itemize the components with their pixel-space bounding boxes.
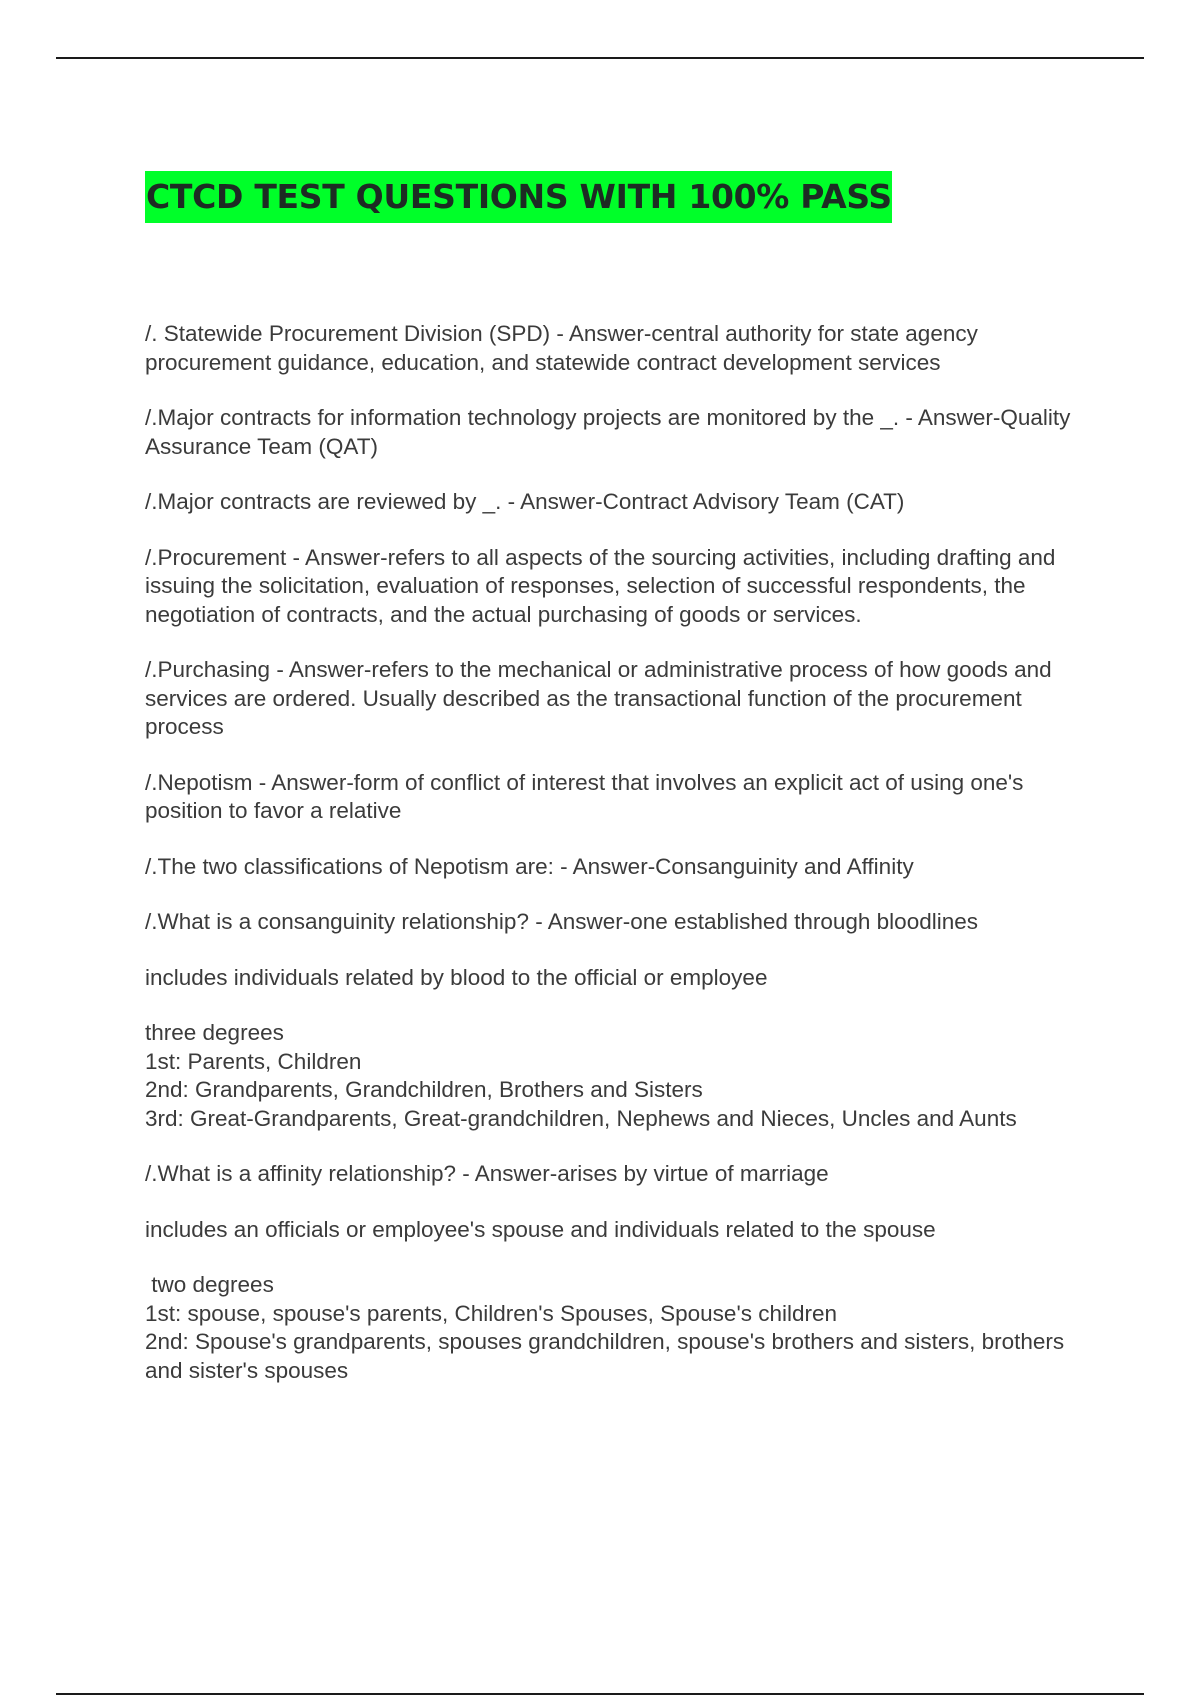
qa-nepotism-classifications: /.The two classifications of Nepotism are: - Answer-Consanguinity and Affinity bbox=[145, 853, 914, 879]
consanguinity-degrees bbox=[145, 1019, 1105, 1133]
title-block bbox=[145, 171, 892, 223]
affinity-degrees bbox=[145, 1271, 1105, 1385]
consanguinity-note: includes individuals related by blood to the official or employee bbox=[145, 964, 768, 990]
qa-consanguinity-relationship: /.What is a consanguinity relationship? - Answer-one established through bloodlines bbox=[145, 909, 978, 934]
affinity-note: includes an officials or employee's spouse and individuals related to the spouse bbox=[145, 1216, 936, 1242]
qa-affinity-relationship: /.What is a affinity relationship? - Answer-arises by virtue of marriage bbox=[145, 1161, 829, 1186]
affinity-degree-first: 1st: spouse, spouse's parents, Children's Spouses, Spouse's children bbox=[145, 1300, 838, 1326]
qa-nepotism: /.Nepotism - Answer-form of conflict of interest that involves an explicit act of using one's position to favor a relative bbox=[145, 769, 1024, 823]
qa-procurement: /.Procurement - Answer-refers to all aspects of the sourcing activities, including drafting and issuing the solicitation, evaluation of responses, selection of successful respondents, the negotiation of contracts, and the actual purchasing of goods or services. bbox=[145, 544, 1056, 627]
affinity-degree-heading: two degrees bbox=[145, 1272, 274, 1297]
qa-contract-advisory-team: /.Major contracts are reviewed by _. - Answer-Contract Advisory Team (CAT) bbox=[145, 489, 905, 514]
consanguinity-degree-second: 2nd: Grandparents, Grandchildren, Brothers and Sisters bbox=[145, 1077, 703, 1102]
consanguinity-degree-heading: three degrees bbox=[145, 1020, 284, 1045]
document-title: CTCD TEST QUESTIONS WITH 100% PASS bbox=[145, 171, 892, 223]
consanguinity-degree-third: 3rd: Great-Grandparents, Great-grandchildren, Nephews and Nieces, Uncles and Aunts bbox=[145, 1105, 1017, 1131]
footer-rule bbox=[56, 1693, 1144, 1695]
qa-statewide-procurement-division: /. Statewide Procurement Division (SPD) - Answer-central authority for state agency procurement guidance, education, and statewide contract development services bbox=[145, 321, 978, 375]
affinity-degree-second: 2nd: Spouse's grandparents, spouses grandchildren, spouse's brothers and sisters, brothers and sister's spouses bbox=[145, 1329, 1065, 1383]
qa-purchasing: /.Purchasing - Answer-refers to the mechanical or administrative process of how goods and services are ordered. Usually described as the transactional function of the procurement process bbox=[145, 657, 1052, 739]
header-rule bbox=[56, 57, 1144, 59]
document-body bbox=[145, 320, 1105, 1412]
consanguinity-degree-first: 1st: Parents, Children bbox=[145, 1048, 362, 1074]
qa-quality-assurance-team: /.Major contracts for information technology projects are monitored by the _. - Answer-Quality Assurance Team (QAT) bbox=[145, 405, 1071, 459]
